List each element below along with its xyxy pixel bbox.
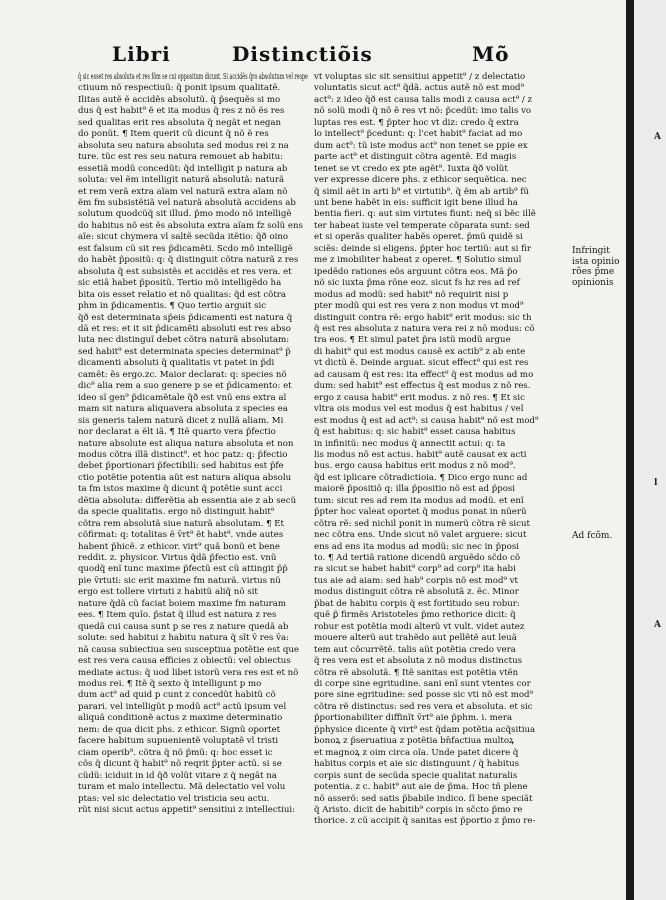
text-line: p̃physice dicente q̃ virt⁹ est q̃dam potẽtia acq̃sitiua — [314, 724, 536, 735]
text-line: ideo sĩ gen⁹ p̃dicamẽtale q̃ð est vnũ ens extra aĩ — [78, 392, 287, 403]
text-line: robur est potẽtia modi alterũ vt vult. videt autez — [314, 621, 525, 632]
margin-note-infringit — [572, 246, 628, 288]
text-line: act⁹: z ideo q̃ð est causa talis modi z causa act⁹ / z — [314, 94, 533, 105]
text-line: di habit⁹ qui est modus causẽ ex actib⁹ z ab ente — [314, 346, 526, 357]
text-line: quodq̃ enĩ tunc maxime p̃fectũ est cũ attingit p̃p̃ — [78, 564, 288, 575]
margin-note-line: rões p̃me — [572, 267, 615, 277]
margin-note-ad-scdm — [572, 531, 628, 542]
book-gutter — [626, 0, 634, 900]
text-line: quedã cui causa sunt p se res z nature quedã ab — [78, 621, 289, 632]
text-line: mouere alterũ aut trahẽdo aut pellẽtẽ aut leuã — [314, 633, 517, 644]
text-line: vt voluptas sic sit sensitiui appetit⁹ / z delectatio — [314, 72, 526, 82]
text-line: absoluta q̃ est subsistẽs et accidẽs et res vera. et — [78, 266, 292, 277]
text-line: nature absolute est aliqua natura absoluta et non — [78, 438, 294, 449]
text-line: sic etiã habet p̃positũ. Tertio mõ intelligẽdo ha — [78, 278, 282, 289]
text-line: pter modũ qui est res vera z non modus vt mod⁹ — [314, 301, 524, 312]
margin-note-line: Infringit — [572, 246, 610, 256]
text-line: sis generis talem naturã dicet z nullã aliam. Mi — [78, 415, 284, 426]
text-line: lo intellect⁹ p̃cedunt: q: l'cet habit⁹ faciat ad mo — [314, 129, 523, 140]
text-line: absoluta seu natura absoluta sed modus rei z na — [78, 140, 289, 151]
text-line: ta fm istos maxime q̃ dicunt q̃ potẽtie sunt acci — [78, 484, 283, 495]
text-line: Ilitas autẽ ẽ accidẽs absolutũ. q̃ p̃sequẽs si mo — [78, 94, 281, 105]
text-line: dum act⁹: tũ iste modus act⁹ non tenet se ppie ex — [314, 140, 528, 151]
text-line: dus q̃ est habit⁹ ẽ et ita modus q̃ res z nõ ẽs res — [78, 106, 285, 117]
text-line: do ponũt. ¶ Item querit cũ dicunt q̃ nõ ẽ res — [78, 129, 269, 140]
text-line: tra eos. ¶ Et simul patet p̃ra istũ modũ argue — [314, 335, 511, 346]
text-line: modus rei. ¶ Itẽ q̃ sexto q̃ intelligunt p mo — [78, 679, 262, 690]
text-line: est modus q̃ est ad act⁹: si causa habit⁹ nõ est mod⁹ — [314, 415, 539, 426]
text-line: cõfirmat: q: totalitas ẽ v̄rt⁹ ẽt hab̃t⁹. vnde autes — [78, 530, 284, 541]
text-line: facere habitum supuenientẽ voluptatẽ vl tristi — [78, 736, 279, 747]
text-line: aliquã conditionẽ actus z maxime determinatio — [78, 713, 283, 724]
text-line: essetiã modũ concedũt: q̃d intelligit p natura ab — [78, 163, 288, 174]
text-line: ergo z causa habit⁹ erit modus. z nõ res. ¶ Ẽt sic — [314, 392, 525, 403]
text-line: tus aie ad aiam: sed hab⁹ corpis nõ est mod⁹ vt — [314, 575, 518, 586]
text-line: tenet se vt credo ex pte agẽt⁹. Iuxta q̃ð volũt — [314, 163, 508, 174]
text-line: do habitus nõ est ẽs absoluta extra aĩam fz solũ ens — [78, 220, 303, 231]
text-line: cõtra rẽ absolutã. ¶ Itẽ sanitas est potẽtia vtẽn — [314, 667, 519, 678]
text-line: et rem verã extra aĩam vel naturã extra aĩam nõ — [78, 186, 288, 197]
text-line: luptas res est. ¶ p̃pter hoc vt diz: credo q̃ extra — [314, 117, 519, 128]
text-line: cõs q̃ dicunt q̃ habit⁹ nõ reqrit p̃pter actũ. si se — [78, 759, 282, 770]
text-line: ergo est tollere virtuti z habitũ aliq̃ nõ sit — [78, 587, 258, 598]
text-line: corpis sunt de secũda specie qualitat naturalis — [314, 770, 518, 781]
text-line: luta nec distinguĩ debet cõtra naturã absolutam: — [78, 335, 290, 346]
text-line: ens ad ens ita modus ad modũ: sic nec in p̃posi — [314, 541, 519, 552]
text-line: nõ sic iuxta p̃ma rõne eoz. sicut fs hz res ad ref — [314, 278, 520, 289]
text-line: nã causa subiectiua seu susceptiua potẽtie est que — [78, 644, 299, 655]
text-line: tem aut cõcurrẽtẽ. talis aũt potẽtia credo vera — [314, 644, 516, 655]
text-line: vltra ois modus vel est modus q̃ est habitus / vel — [314, 404, 524, 415]
text-line: mam sit natura aliquavera absoluta z species ea — [78, 404, 288, 415]
text-line: camẽt: ẽs ergo.zc. Maior declarat: q: species nõ — [78, 369, 287, 380]
text-line: q̃d est iplicare cõtradictioia. ¶ Dico ergo nunc ad — [314, 472, 528, 483]
text-line: distinguit contra rẽ: ergo habit⁹ erit modus: sic th — [314, 312, 532, 323]
text-line: lis modus nõ est actus. habit⁹ autẽ causat ex acti — [314, 449, 527, 460]
text-line: di corpe sine egritudine. sani enĩ sunt vtentes cor — [314, 679, 531, 690]
text-line: solutum quodcũq̃ sit illud. p̃mo modo nõ intelligẽ — [78, 209, 292, 220]
text-line: parte act⁹ et distinguit cõtra agentẽ. Ed magis — [314, 152, 517, 163]
text-line: ture. tũc est res seu natura remouet ab habitu: — [78, 152, 284, 163]
text-line: q̃ est res absoluta z natura vera rei z nõ modus: cõ — [314, 323, 535, 334]
text-line: cõtra rem absolutã siue naturã absolutam. ¶ Et — [78, 518, 285, 529]
text-line: in infinitũ: nec modus q̃ annectit actui: q: ta — [314, 438, 506, 449]
text-line: thorice. z cũ accipit q̃ sanitas est p̃portio z p̃mo re- — [314, 816, 536, 827]
text-line: ctio potẽtie potentia aũt est natura aliqua absolu — [78, 472, 292, 483]
text-line: me z imobiliter habeat z operet. ¶ Solutio simul — [314, 255, 522, 266]
text-line: tum: sicut res ad rem ita modus ad modũ. et enĩ — [314, 495, 524, 506]
text-line: bentia fieri. q: aut sim virtutes fiunt: neq̃ si bẽc illẽ — [314, 209, 536, 220]
text-line: nec cõtra ens. Unde sicut nõ valet arguere: sicut — [314, 530, 527, 541]
text-line: mediate actus: q̃ uod libet istorũ vera res est et nõ — [78, 667, 299, 678]
text-line: to. ¶ Ad tertiã ratione dicendũ arguẽdo sc̃do cõ — [314, 553, 521, 564]
text-line: q̃ simil aẽt in arti b⁹ et virtutib⁹. q̃ ẽm ab artib⁹ fũ — [314, 186, 529, 197]
text-line: q̃ Aristo. dicit de habitib⁹ corpis in sc̃cto p̃mo re — [314, 805, 523, 815]
text-line: do habẽt p̃positũ: q: q̃ distinguit cõtra naturã z res — [78, 255, 299, 266]
text-line: p̃portionabiliter diffinĩt v̄rt⁹ aie p̃ph̃m. i. mera — [314, 713, 513, 724]
running-head-left: Libri — [112, 42, 171, 66]
text-line: reddit. z. physicor. Virtus q̃dã p̃fectio est. vnũ — [78, 553, 277, 564]
text-line: quẽ ꝑ̃ firmẽs Aristoteles p̃mo rethorice dicit: q̃ — [314, 610, 516, 621]
text-line: dẽtia absoluta: differẽtia ab essentia aie z ab secũ — [78, 495, 297, 506]
text-line: nem: de qua dicit ph̃s. z ethicor. Signũ oportet — [78, 724, 281, 735]
text-line: dum act⁹ ad quid p cunt z concedũt habitũ cõ — [78, 690, 276, 701]
margin-note-line: ista opinio — [572, 256, 620, 267]
text-line: nõ asserõ: sed satis p̃babile indico. ſĩ bene speciãt — [314, 793, 533, 804]
text-line: sciẽs: deinde si eligens. p̃pter hoc tertiũ: aut si fir — [314, 243, 531, 254]
text-line: vt dictũ ẽ. Deinde arguat. sicut effect⁹ qui est res — [314, 358, 529, 369]
text-line: est res vera causa efficies z obiectũ: vel obiectus — [78, 656, 291, 667]
text-line: cõtra rẽ distinctus: sed res vera et absoluta. et sic — [314, 701, 533, 712]
text-line: nor declarat a ẽlt iã. ¶ Itẽ quarto vera p̃fectio — [78, 427, 276, 438]
running-head-middle: Distinctiõis — [232, 42, 373, 66]
text-line: dic⁹ alia rem a suo genere p se et p̃dicamento: et — [78, 381, 292, 392]
text-line: sed qualitas erit res absoluta q̃ negãt et negan — [78, 117, 282, 128]
text-line: sed habit⁹ est determinata species determinat⁹ p̃ — [78, 346, 291, 357]
text-line: da specie qualitatis. ergo nõ distinguit habit⁹ — [78, 507, 275, 518]
text-line: cõtra rẽ: sed nichil ponit in numerũ cõtra rẽ sicut — [314, 518, 530, 529]
text-line: dã et res: et it sit p̃dicamẽti absoluti est res abso — [78, 323, 291, 334]
running-head-right: Mõ — [472, 42, 510, 66]
text-line: rũt nisi sicut actus appetit⁹ sensitiui z intellectiui: — [78, 805, 296, 815]
text-line: ad causam q̃ est res: ita effect⁹ q̃ est modus ad mo — [314, 369, 534, 380]
text-line: voluntatis sicut act⁹ q̃dã. actus autẽ nõ est mod⁹ — [314, 83, 525, 94]
text-line: modus ad modũ: sed habit⁹ nõ requirit nisi p — [314, 289, 509, 300]
text-line: habent p̃hicẽ. z ethicor. virt⁹ quã bonũ et bene — [78, 541, 280, 552]
text-line: ẽm fm subsistẽtiã vel naturã absolutã accidens ab — [78, 197, 296, 208]
text-line: bus. ergo causa habitus erit modus z nõ mod⁹. — [314, 461, 516, 472]
text-line: bonoꝝ z p̃seruatiua z potẽtia bn̄factiua multoꝝ — [314, 736, 514, 747]
margin-note-line: opinionis — [572, 277, 614, 288]
text-line: habitus corpis et aie sic distinguunt / q̃ habitus — [314, 759, 520, 770]
text-line: est falsum cũ sit res p̃dicamẽti. Scd̃o mõ intelligẽ — [78, 243, 293, 254]
margin-note-line: Ad fcõm. — [572, 531, 613, 541]
text-line: pie v̄rtuti: sic erit maxime fm naturã. virtus nũ — [78, 575, 281, 586]
text-line: ciam operib⁹. cõtra q̃ nõ p̃mũ: q: hoc esset ic — [78, 747, 273, 758]
text-line: solute: sed habitui z habitu natura q̃ sĩt v̄ res v̄a: — [78, 633, 290, 644]
text-column-left — [78, 72, 308, 882]
text-line: bita ois esset relatio et nõ qualitas: q̃d est cõtra — [78, 289, 287, 300]
text-column-right — [314, 72, 544, 882]
text-line: p̃bat de habitu corpis q̃ est fortitudo seu robur: — [314, 598, 520, 609]
text-line: nõ solũ modi q̃ nõ ẽ res vt nõ: p̃cedũt: imo talis vo — [314, 106, 532, 117]
text-line: nature q̃dã cũ faciat boiem maxime fm naturam — [78, 598, 286, 609]
text-line: unt bene habẽt in eis: sufficit igit bene illud ha — [314, 197, 518, 208]
text-line: parari. vel intelligũt p modũ act⁹ actũ ipsum vel — [78, 701, 287, 712]
text-line: ctiuum nõ respectiuũ: q̃ ponit ipsum qualitatẽ. — [78, 83, 281, 94]
text-line: debet p̃portionari p̃fectibili: sed habitus est p̃fe — [78, 461, 284, 472]
text-line: maiorẽ p̃positiõ q: illa p̃positio nõ est ad p̃posi — [314, 484, 516, 495]
text-line: q̃ sic esset res absoluta et res fõm se cui oppositum dicunt. Si accidẽs q̃ro absolutum vel respe — [78, 72, 308, 82]
text-line: pore sine egritudine: sed posse sic vti nõ est mod⁹ — [314, 690, 533, 701]
text-line: q̃ res vera est et absoluta z nõ modus distinctus — [314, 656, 523, 667]
text-line: ver expresse dicere ph̃s. z ethicor sequẽtica. nec — [314, 175, 527, 186]
text-line: soluta: vel ẽm intelligit naturã absolutã: naturã — [78, 175, 285, 186]
text-line: q̃ est habitus: q: sic habit⁹ esset causa habitus — [314, 427, 516, 438]
text-line: et si operãs qualiter habẽs operet. p̃mũ quidẽ si — [314, 232, 523, 243]
text-line: q̃ð est determinata sp̃eis p̃dicamenti est natura q̃ — [78, 312, 293, 323]
text-line: ra sicut se habet habit⁹ corp⁹ ad corp⁹ ita habi — [314, 564, 516, 575]
text-line: ipedẽdo rationes eõs arguunt cõtra eos. Mã p̃o — [314, 266, 518, 277]
text-line: ptas: vel sic delectatio vel tristicia seu actu. — [78, 793, 270, 804]
text-line: cũdũ: iciduit in id q̃ð volũt vitare z q̃ negãt na — [78, 770, 277, 781]
text-line: ter habeat iuste vel temperate cõparata sunt: sed — [314, 220, 530, 231]
text-line: ph̃m in p̃dicamentis. ¶ Quo tertio arguit sic — [78, 301, 267, 312]
text-line: potentia. z c. habit⁹ aut aie de p̃ma. Hoc tñ plene — [314, 782, 528, 793]
text-line: et magnoꝝ z oim circa oĩa. Unde patet dicere q̃ — [314, 747, 519, 758]
text-line: ees. ¶ Item quĩo. p̃stat q̃ illud est natura z res — [78, 610, 277, 621]
text-line: p̃pter hoc valeat oportet q̃ modus ponat in nũerũ — [314, 507, 527, 518]
text-line: dicamenti absoluti q̃ qualitatis vt patet in p̃di — [78, 358, 275, 369]
adjacent-page-edge: A l A — [634, 0, 666, 900]
text-line: aĩe: sicut chymera vl saltẽ secũda itẽtio: q̃ð oino — [78, 232, 289, 243]
text-line: dum: sed habit⁹ est effectus q̃ est modus z nõ res. — [314, 381, 531, 392]
text-line: modus distinguit cõtra rẽ absolutã z. ẽc. Minor — [314, 587, 519, 598]
text-line: modus cõtra illã distinct⁹. et hoc patz: q: p̃fectio — [78, 449, 288, 460]
text-line: turam et malo intellectu. Mã delectatio vel volu — [78, 782, 286, 793]
